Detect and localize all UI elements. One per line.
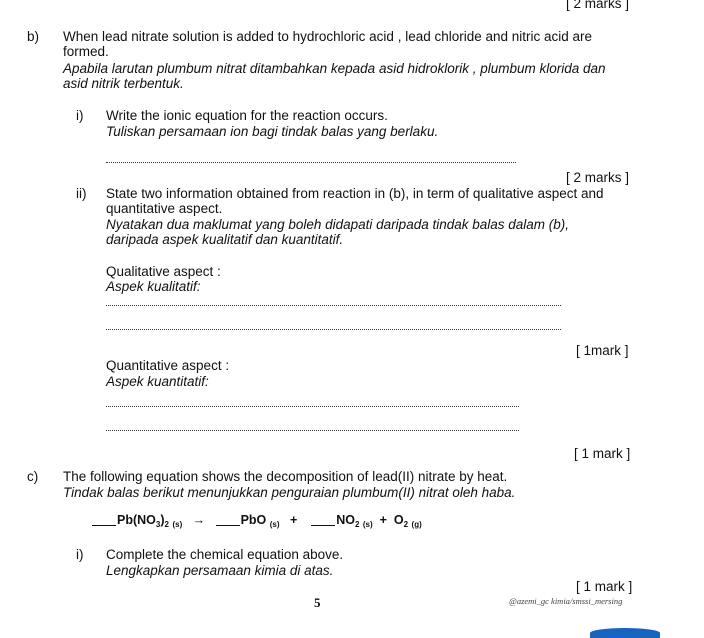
section-b-text-en-1: When lead nitrate solution is added to hydrochloric acid , lead chloride and nitric acid are <box>63 29 593 44</box>
product-o2: O <box>393 513 404 527</box>
product-no2: NO <box>336 513 355 527</box>
question-b-ii-text-en-2: quantitative aspect. <box>106 201 223 216</box>
marks-c-i: [ 1 mark ] <box>576 579 633 594</box>
answer-line-quantitative-1[interactable] <box>106 406 519 407</box>
marks-qualitative: [ 1mark ] <box>576 343 629 358</box>
qualitative-label-ms: Aspek kualitatif: <box>106 279 201 294</box>
question-b-ii-text-en-1: State two information obtained from reaction in (b), in term of qualitative aspect and <box>106 186 604 201</box>
reaction-arrow: → <box>192 513 206 527</box>
decomposition-equation: $Pb(NO_3)_2$ $_{(s)}$ → PbO $_{(s)}$ + $NO_2$ $_{(s)} + O_2$ $_{(g)}$ <box>92 513 422 532</box>
section-c-text-ms: Tindak balas berikut menunjukkan penguraian plumbum(II) nitrat oleh haba. <box>63 485 516 500</box>
question-b-i-text-en: Write the ionic equation for the reaction occurs. <box>106 108 388 123</box>
answer-line-qualitative-2[interactable] <box>106 329 561 330</box>
question-b-ii-text-ms-1: Nyatakan dua maklumat yang boleh didapati daripada tindak balas dalam (b), <box>106 217 570 232</box>
top-marks: [ 2 marks ] <box>566 0 630 11</box>
question-b-ii-text-ms-2: daripada aspek kualitatif dan kuantitatif. <box>106 232 344 247</box>
answer-line-quantitative-2[interactable] <box>106 430 519 431</box>
coefficient-blank-pbno3[interactable] <box>92 525 116 526</box>
question-c-i-text-ms: Lengkapkan persamaan kimia di atas. <box>106 563 334 578</box>
marks-b-i: [ 2 marks ] <box>566 170 630 185</box>
question-b-i-label: i) <box>76 108 84 123</box>
plus-sign-2: + <box>379 513 387 527</box>
quantitative-label-ms: Aspek kuantitatif: <box>106 374 209 389</box>
author-credit: @azemi_gc kimia/smssi_mersing <box>509 596 623 606</box>
page-number: 5 <box>314 595 321 610</box>
marks-quantitative: [ 1 mark ] <box>574 446 631 461</box>
reactant-formula: Pb(NO <box>117 513 156 527</box>
answer-line-qualitative-1[interactable] <box>106 305 561 306</box>
question-b-i-text-ms: Tuliskan persamaan ion bagi tindak balas yang berlaku. <box>106 124 439 139</box>
section-c-text-en: The following equation shows the decomposition of lead(II) nitrate by heat. <box>63 469 508 484</box>
quantitative-label-en: Quantitative aspect : <box>106 358 230 373</box>
question-b-ii-label: ii) <box>76 186 87 201</box>
product-pbo: PbO <box>240 513 267 527</box>
section-b-text-ms-2: asid nitrik terbentuk. <box>63 76 184 91</box>
question-c-i-label: i) <box>76 547 84 562</box>
section-c-label: c) <box>27 469 39 484</box>
answer-line-b-i[interactable] <box>106 162 516 163</box>
plus-sign-1: + <box>289 513 298 527</box>
section-b-text-ms-1: Apabila larutan plumbum nitrat ditambahkan kepada asid hidroklorik , plumbum klorida dan <box>63 61 606 76</box>
section-b-label: b) <box>27 29 40 44</box>
question-c-i-text-en: Complete the chemical equation above. <box>106 547 344 562</box>
coefficient-blank-pbo[interactable] <box>216 525 240 526</box>
qualitative-label-en: Qualitative aspect : <box>106 264 221 279</box>
decorative-swoosh <box>590 628 660 638</box>
coefficient-blank-no2[interactable] <box>311 525 335 526</box>
reactant-state: (s) <box>172 520 183 529</box>
section-b-text-en-2: formed. <box>63 44 109 59</box>
